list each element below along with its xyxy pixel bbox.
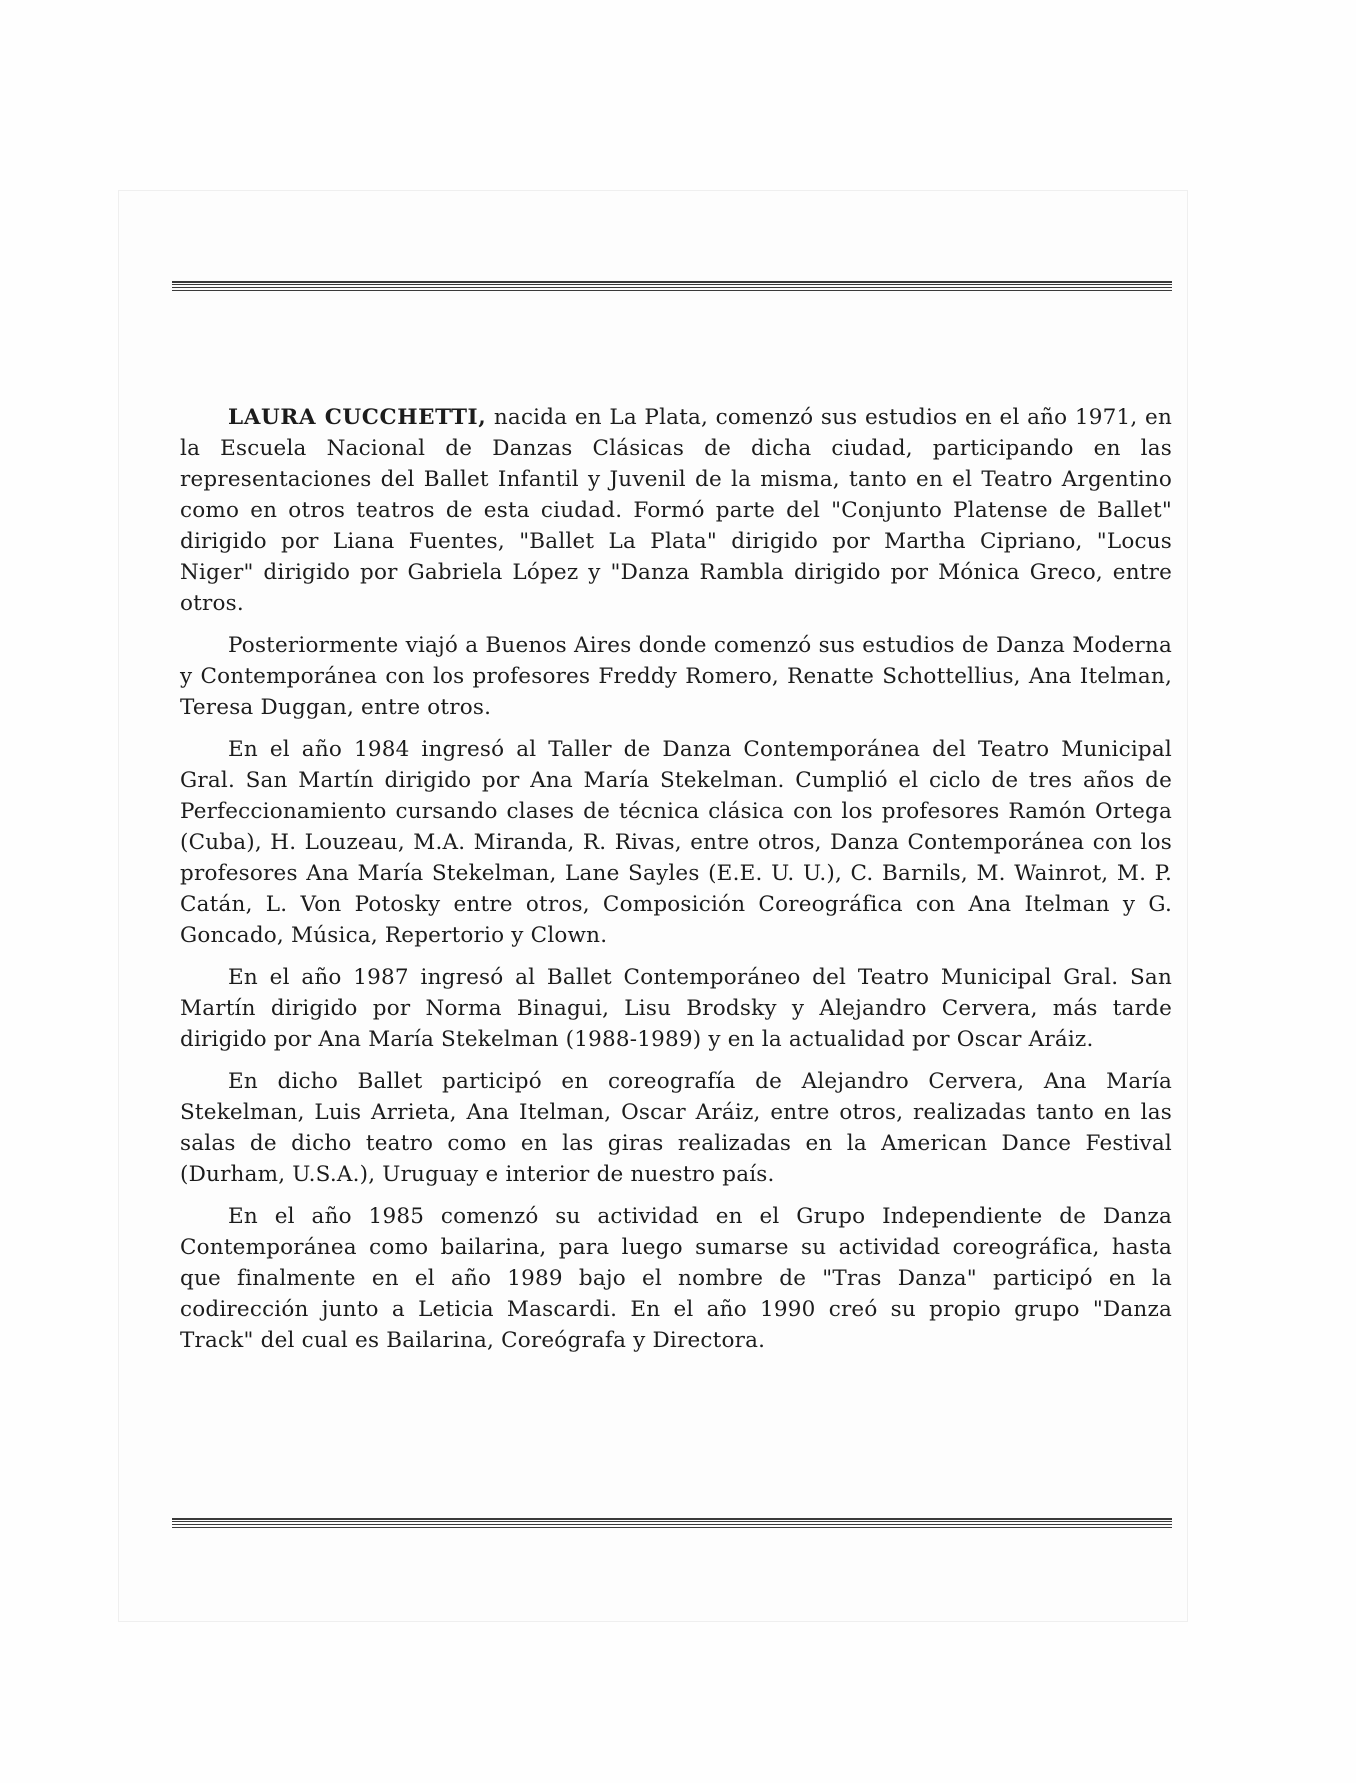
paragraph-2: Posteriormente viajó a Buenos Aires donde comenzó sus estudios de Danza Moderna y Contemporánea con los profesores Freddy Romero, Renatte Schottellius, Ana Itelman, Teresa Duggan, entre otros. xyxy=(180,633,1172,720)
paragraph-6: En el año 1985 comenzó su actividad en el Grupo Independiente de Danza Contemporánea como bailarina, para luego sumarse su actividad coreográfica, hasta que finalmente en el año 1989 bajo el nombre de "Tras Danza" participó en la codirección junto a Leticia Mascardi. En el año 1990 creó su propio grupo "Danza Track" del cual es Bailarina, Coreógrafa y Directora. xyxy=(180,1204,1172,1353)
paragraph-4: En el año 1987 ingresó al Ballet Contemporáneo del Teatro Municipal Gral. San Martín dirigido por Norma Binagui, Lisu Brodsky y Alejandro Cervera, más tarde dirigido por Ana María Stekelman (1988-1989) y en la actualidad por Oscar Aráiz. xyxy=(180,965,1172,1052)
paragraph-1-text: nacida en La Plata, comenzó sus estudios en el año 1971, en la Escuela Nacional de Danzas Clásicas de dicha ciudad, participando en las representaciones del Ballet Infantil y Juvenil de la misma, tanto en el Teatro Argentino como en otros teatros de esta ciudad. Formó parte del "Conjunto Platense de Ballet" dirigido por Liana Fuentes, "Ballet La Plata" dirigido por Martha Cipriano, "Locus Niger" dirigido por Gabriela López y "Danza Rambla dirigido por Mónica Greco, entre otros. xyxy=(180,405,1172,616)
paragraph-1 xyxy=(180,402,1172,619)
paragraph-5: En dicho Ballet participó en coreografía de Alejandro Cervera, Ana María Stekelman, Luis Arrieta, Ana Itelman, Oscar Aráiz, entre otros, realizadas tanto en las salas de dicho teatro como en las giras realizadas en la American Dance Festival (Durham, U.S.A.), Uruguay e interior de nuestro país. xyxy=(180,1069,1172,1187)
biography-text xyxy=(180,402,1172,1356)
top-rule xyxy=(172,281,1172,291)
dancer-name: LAURA CUCCHETTI, xyxy=(228,405,487,430)
paragraph-3: En el año 1984 ingresó al Taller de Danza Contemporánea del Teatro Municipal Gral. San Martín dirigido por Ana María Stekelman. Cumplió el ciclo de tres años de Perfeccionamiento cursando clases de técnica clásica con los profesores Ramón Ortega (Cuba), H. Louzeau, M.A. Miranda, R. Rivas, entre otros, Danza Contemporánea con los profesores Ana María Stekelman, Lane Sayles (E.E. U. U.), C. Barnils, M. Wainrot, M. P. Catán, L. Von Potosky entre otros, Composición Coreográfica con Ana Itelman y G. Goncado, Música, Repertorio y Clown. xyxy=(180,737,1172,948)
bottom-rule xyxy=(172,1518,1172,1528)
